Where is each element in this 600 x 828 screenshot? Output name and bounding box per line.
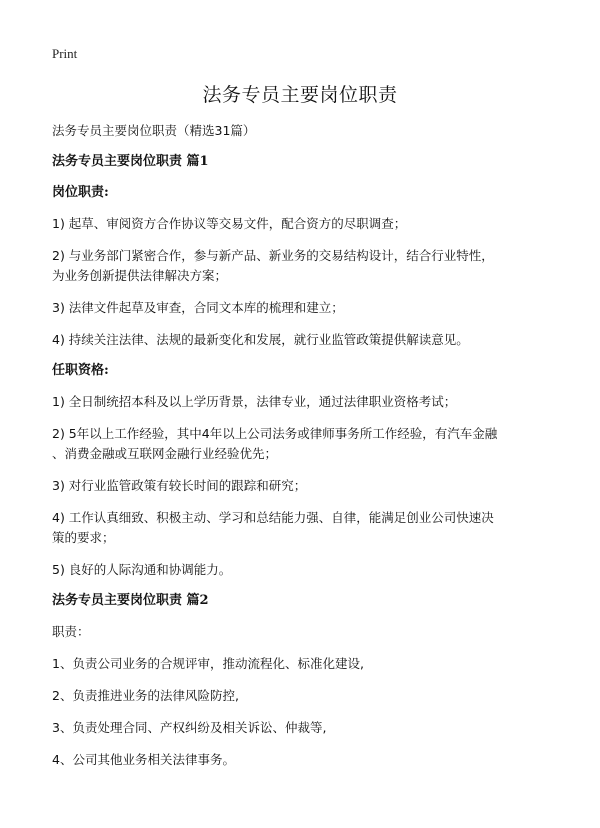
duty-item-2: 2) 与业务部门紧密合作，参与新产品、新业务的交易结构设计，结合行业特性， <box>52 248 494 263</box>
duty-item-1: 1) 起草、审阅资方合作协议等交易文件，配合资方的尽职调查； <box>52 216 407 231</box>
section-heading-part2: 法务专员主要岗位职责 篇2 <box>52 593 209 608</box>
responsibility-item-1: 1、负责公司业务的合规评审，推动流程化、标准化建设, <box>52 656 364 671</box>
responsibility-item-2: 2、负责推进业务的法律风险防控, <box>52 688 239 703</box>
document-body <box>52 121 552 770</box>
qualification-item-4-continued: 策的要求； <box>52 530 115 545</box>
responsibility-item-3: 3、负责处理合同、产权纠纷及相关诉讼、仲裁等, <box>52 720 327 735</box>
duty-item-3: 3) 法律文件起草及审查，合同文本库的梳理和建立； <box>52 300 344 315</box>
document-subtitle: 法务专员主要岗位职责（精选31篇） <box>52 123 256 138</box>
qualification-item-2: 2) 5年以上工作经验，其中4年以上公司法务或律师事务所工作经验，有汽车金融 <box>52 426 498 441</box>
qualification-item-5: 5) 良好的人际沟通和协调能力。 <box>52 562 232 577</box>
qualification-item-3: 3) 对行业监管政策有较长时间的跟踪和研究； <box>52 478 307 493</box>
responsibility-item-4: 4、公司其他业务相关法律事务。 <box>52 752 235 767</box>
section-heading-part1: 法务专员主要岗位职责 篇1 <box>52 154 209 169</box>
duty-item-2-continued: 为业务创新提供法律解决方案； <box>52 268 228 283</box>
duty-item-4: 4) 持续关注法律、法规的最新变化和发展，就行业监管政策提供解读意见。 <box>52 332 469 347</box>
document-title: 法务专员主要岗位职责 <box>202 84 398 106</box>
qualification-item-4: 4) 工作认真细致、积极主动、学习和总结能力强、自律，能满足创业公司快速决 <box>52 510 494 525</box>
print-label: Print <box>52 46 78 61</box>
responsibilities-heading: 职责： <box>52 624 90 639</box>
qualification-item-1: 1) 全日制统招本科及以上学历背景，法律专业，通过法律职业资格考试； <box>52 394 457 409</box>
qualification-item-2-continued: 、消费金融或互联网金融行业经验优先； <box>52 446 278 461</box>
duties-heading: 岗位职责: <box>52 185 109 200</box>
qualifications-heading: 任职资格: <box>52 363 109 378</box>
